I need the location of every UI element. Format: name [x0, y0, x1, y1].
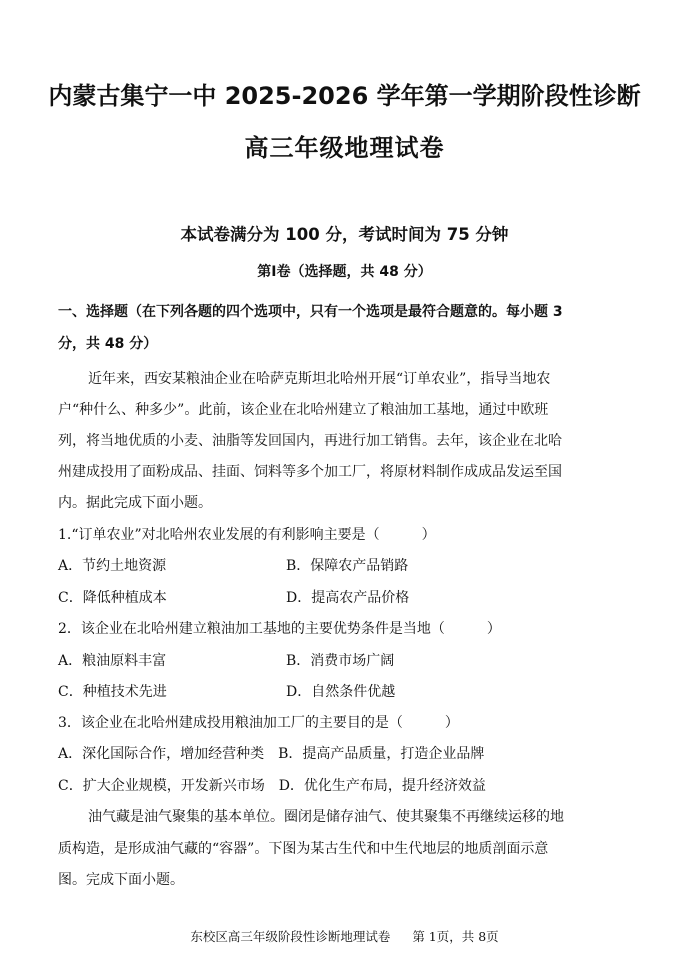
page-footer: [0, 927, 689, 945]
exam-title-line1: 内蒙古集宁一中 2025-2026 学年第一学期阶段性诊断: [48, 82, 641, 110]
question-1-stem: 1.“订单农业”对北哈州农业发展的有利影响主要是（ ）: [58, 527, 436, 543]
question-1-options-row2: [58, 588, 410, 608]
question-2-stem: 2．该企业在北哈州建立粮油加工基地的主要优势条件是当地（ ）: [58, 621, 501, 637]
section1-heading-line1: 一、选择题（在下列各题的四个选项中，只有一个选项是最符合题意的。每小题 3: [58, 304, 563, 320]
part1-heading: 第Ⅰ卷（选择题，共 48 分）: [257, 264, 432, 280]
section1-heading-line2: 分，共 48 分）: [58, 336, 158, 352]
question-3-options-ab: A．深化国际合作，增加经营种类 B．提高产品质量，打造企业品牌: [58, 746, 485, 762]
question-2-options-row2: [58, 682, 396, 702]
passage2-line: 图。完成下面小题。: [58, 872, 184, 888]
question-2-option-a: A．粮油原料丰富: [58, 653, 167, 669]
passage2-line: 质构造，是形成油气藏的“容器”。下图为某古生代和中生代地层的地质剖面示意: [58, 841, 549, 857]
passage1-line: 户“种什么、种多少”。此前，该企业在北哈州建立了粮油加工基地，通过中欧班: [58, 402, 549, 418]
score-time-info: 本试卷满分为 100 分，考试时间为 75 分钟: [180, 225, 509, 244]
exam-title-line2: 高三年级地理试卷: [244, 134, 445, 162]
question-1-option-a: A．节约土地资源: [58, 558, 167, 574]
question-2-option-d: D．自然条件优越: [286, 684, 396, 700]
question-1-option-c: C．降低种植成本: [58, 590, 167, 606]
question-3-stem: 3．该企业在北哈州建成投用粮油加工厂的主要目的是（ ）: [58, 715, 459, 731]
passage2-line: 油气藏是油气聚集的基本单位。圈闭是储存油气、使其聚集不再继续运移的地: [88, 809, 564, 825]
footer-page-number: 第 1页，共 8页: [412, 929, 499, 944]
passage1-line: 内。据此完成下面小题。: [58, 495, 212, 511]
question-2-options-row1: [58, 651, 395, 671]
question-1-options-row1: [58, 556, 409, 576]
question-1-option-d: D．提高农产品价格: [286, 590, 410, 606]
footer-exam-name: 东校区高三年级阶段性诊断地理试卷: [190, 929, 391, 944]
passage1-line: 州建成投用了面粉成品、挂面、饲料等多个加工厂，将原材料制作成成品发运至国: [58, 464, 562, 480]
question-2-option-c: C．种植技术先进: [58, 684, 167, 700]
question-1-option-b: B．保障农产品销路: [286, 558, 409, 574]
question-3-options-cd: C．扩大企业规模，开发新兴市场 D．优化生产布局，提升经济效益: [58, 778, 486, 794]
passage1-line: 近年来，西安某粮油企业在哈萨克斯坦北哈州开展“订单农业”，指导当地农: [88, 371, 551, 387]
passage1-line: 列，将当地优质的小麦、油脂等发回国内，再进行加工销售。去年，该企业在北哈: [58, 433, 562, 449]
question-2-option-b: B．消费市场广阔: [286, 653, 395, 669]
